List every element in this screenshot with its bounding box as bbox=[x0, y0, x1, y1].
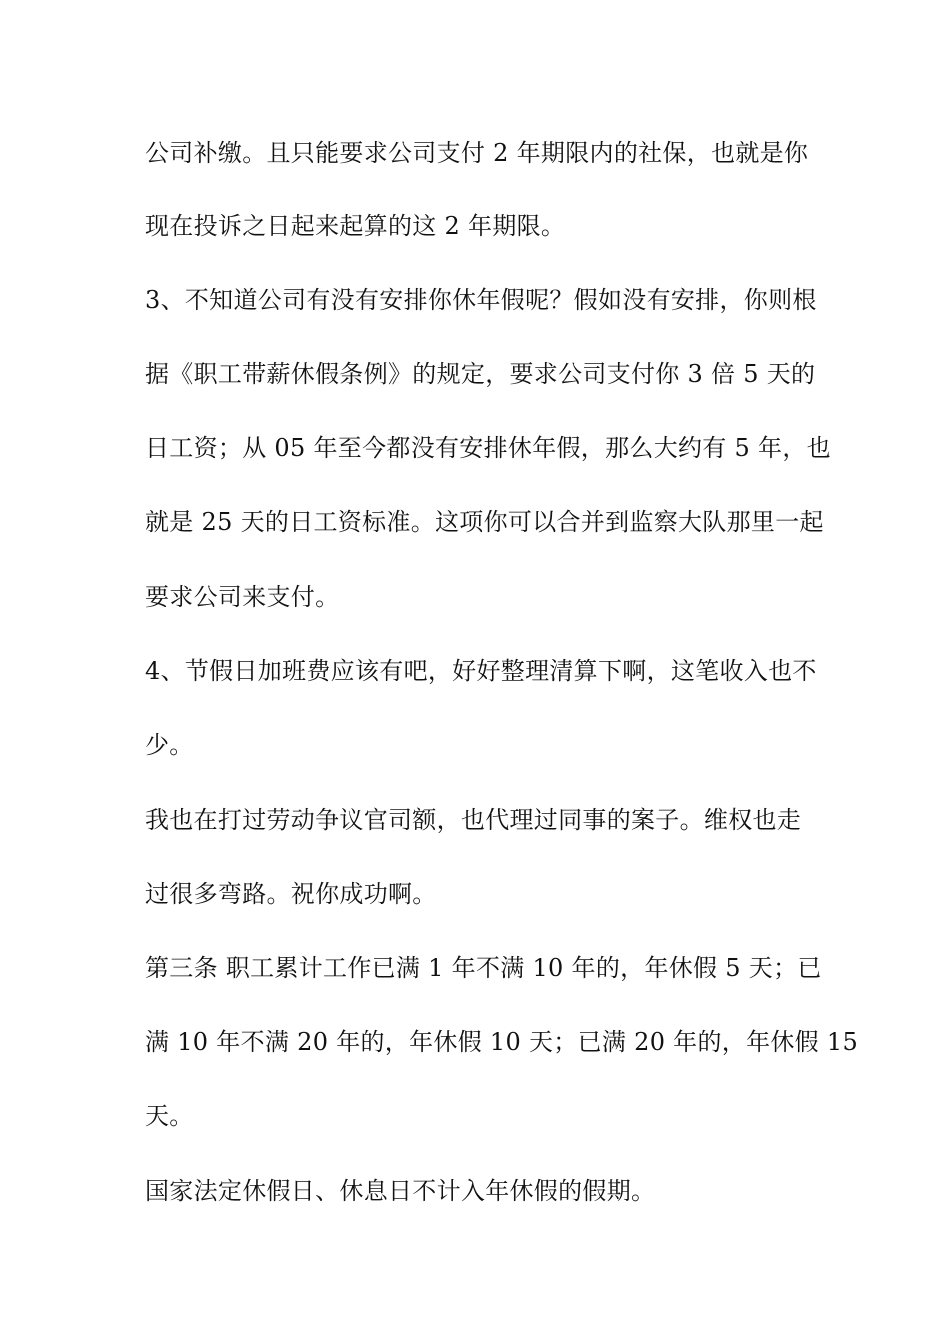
text-line-14: 天。 bbox=[145, 1102, 194, 1130]
text-line-2: 现在投诉之日起来起算的这 2 年期限。 bbox=[145, 212, 566, 240]
text-line-6: 就是 25 天的日工资标准。这项你可以合并到监察大队那里一起 bbox=[145, 508, 824, 536]
text-line-11: 过很多弯路。祝你成功啊。 bbox=[145, 880, 437, 908]
text-line-13: 满 10 年不满 20 年的，年休假 10 天；已满 20 年的，年休假 15 bbox=[145, 1028, 859, 1056]
text-line-3: 3、不知道公司有没有安排你休年假呢？假如没有安排，你则根 bbox=[145, 286, 817, 314]
text-line-5: 日工资；从 05 年至今都没有安排休年假，那么大约有 5 年，也 bbox=[145, 434, 831, 462]
text-line-8: 4、节假日加班费应该有吧，好好整理清算下啊，这笔收入也不 bbox=[145, 657, 817, 685]
text-line-9: 少。 bbox=[145, 731, 194, 759]
text-line-4: 据《职工带薪休假条例》的规定，要求公司支付你 3 倍 5 天的 bbox=[145, 360, 816, 388]
text-line-10: 我也在打过劳动争议官司额，也代理过同事的案子。维权也走 bbox=[145, 806, 802, 834]
text-line-1: 公司补缴。且只能要求公司支付 2 年期限内的社保，也就是你 bbox=[145, 139, 809, 167]
text-line-12: 第三条 职工累计工作已满 1 年不满 10 年的，年休假 5 天；已 bbox=[145, 954, 822, 982]
text-line-15: 国家法定休假日、休息日不计入年休假的假期。 bbox=[145, 1177, 656, 1205]
text-line-7: 要求公司来支付。 bbox=[145, 583, 340, 611]
